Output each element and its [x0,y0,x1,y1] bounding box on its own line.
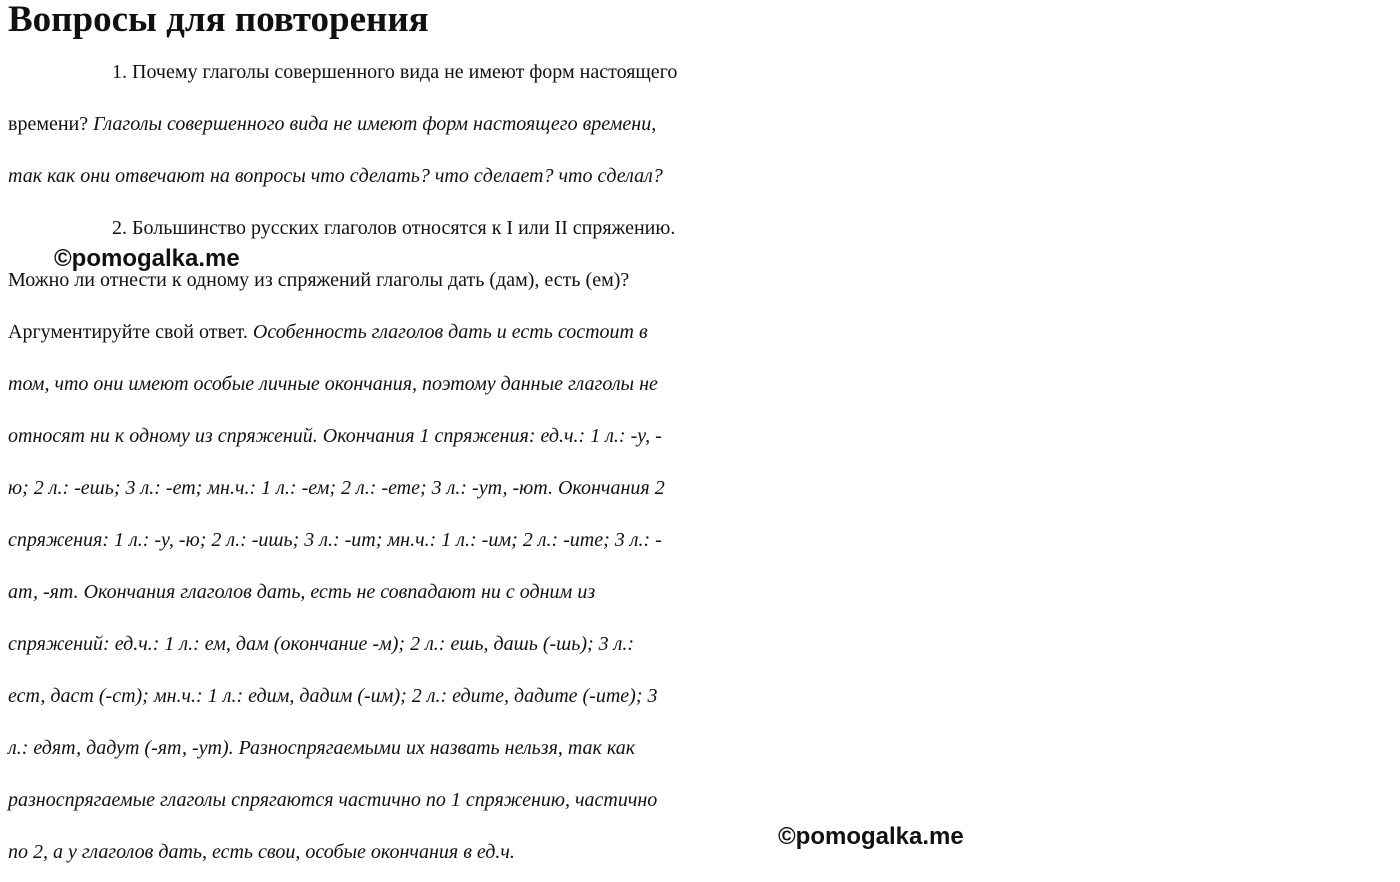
line-plain-text: Аргументируйте свой ответ. [8,321,253,343]
line-italic-text: ест, даст (-ст); мн.ч.: 1 л.: едим, дадим (-им); 2 л.: едите, дадите (-ите); 3 [8,685,658,707]
watermark: ©pomogalka.me [778,823,964,850]
text-line [8,416,1400,456]
text-line [8,676,1400,716]
text-line [8,104,1400,144]
line-italic-text: относят ни к одному из спряжений. Окончания 1 спряжения: ед.ч.: 1 л.: -у, - [8,425,662,447]
text-line [8,520,1400,560]
line-plain-text: Можно ли отнести к одному из спряжений глаголы дать (дам), есть (ем)? [8,269,630,291]
text-line [8,156,1400,196]
text-line [112,52,1400,92]
line-italic-text: том, что они имеют особые личные окончания, поэтому данные глаголы не [8,373,658,395]
text-line [8,572,1400,612]
line-plain-text: времени? [8,113,94,135]
line-italic-text: ю; 2 л.: -ешь; 3 л.: -ет; мн.ч.: 1 л.: -ем; 2 л.: -ете; 3 л.: -ут, -ют. Окончания 2 [8,477,665,499]
line-plain-text: 2. Большинство русских глаголов относятся к I или II спряжению. [112,217,676,239]
text-line [8,468,1400,508]
line-italic-text: по 2, а у глаголов дать, есть свои, особые окончания в ед.ч. [8,841,515,863]
text-line [8,624,1400,664]
text-line [8,312,1400,352]
text-line [8,728,1400,768]
watermark: ©pomogalka.me [54,245,240,272]
line-italic-text: л.: едят, дадут (-ят, -ут). Разноспрягаемыми их назвать нельзя, так как [8,737,636,759]
text-line [112,208,1400,248]
section-heading: Вопросы для повторения [8,0,429,40]
line-italic-text: разноспрягаемые глаголы спрягаются частично по 1 спряжению, частично [8,789,658,811]
line-italic-text: Особенность глаголов дать и есть состоит в [252,321,648,343]
line-italic-text: Глаголы совершенного вида не имеют форм настоящего времени, [93,113,657,135]
line-italic-text: спряжения: 1 л.: -у, -ю; 2 л.: -ишь; 3 л.: -ит; мн.ч.: 1 л.: -им; 2 л.: -ите; 3 л.: - [8,529,662,551]
text-line [8,832,1400,872]
line-italic-text: спряжений: ед.ч.: 1 л.: ем, дам (окончание -м); 2 л.: ешь, дашь (-шь); 3 л.: [8,633,635,655]
text-line [8,364,1400,404]
line-italic-text: ат, -ят. Окончания глаголов дать, есть не совпадают ни с одним из [8,581,596,603]
text-line [8,780,1400,820]
line-plain-text: 1. Почему глаголы совершенного вида не имеют форм настоящего [112,61,678,83]
line-italic-text: так как они отвечают на вопросы что сделать? что сделает? что сделал? [8,165,663,187]
